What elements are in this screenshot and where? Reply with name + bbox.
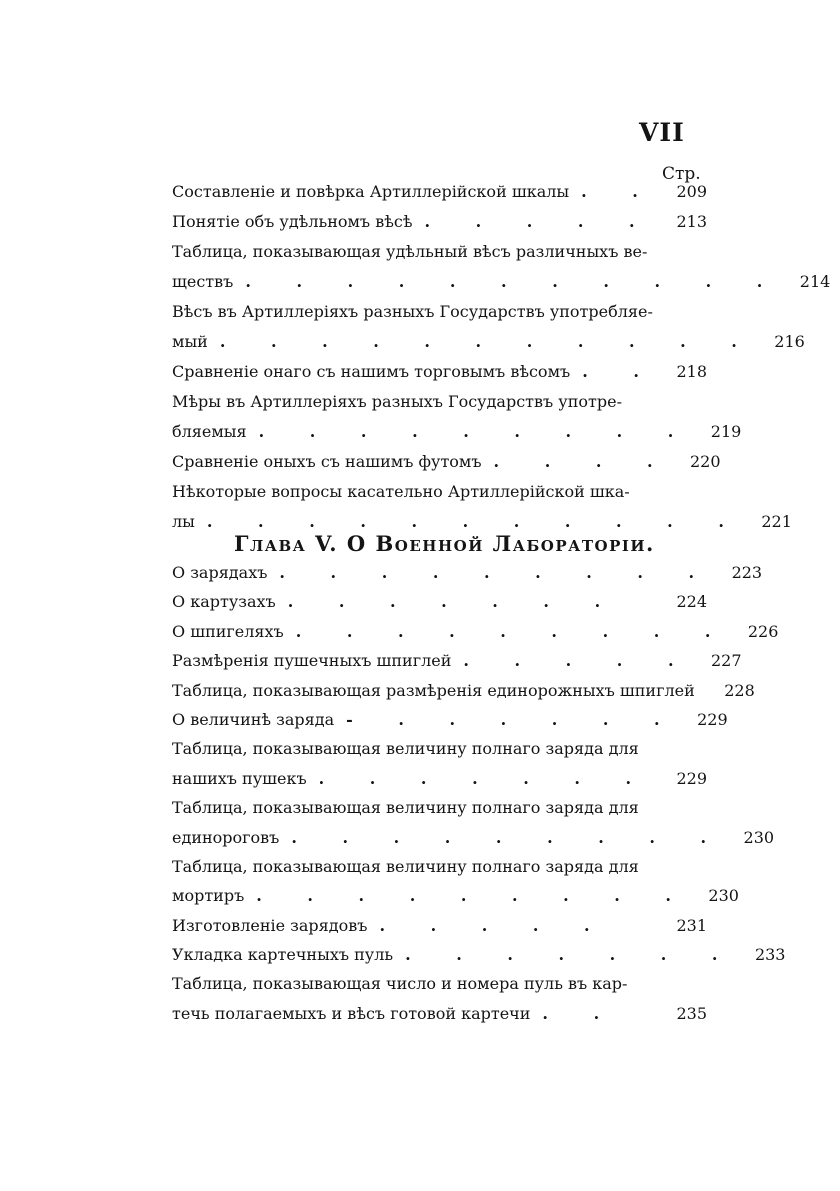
toc-entry-title: Укладка картечныхъ пуль — [172, 945, 394, 965]
toc-entry — [172, 592, 707, 621]
toc-entry — [172, 739, 707, 768]
toc-entry — [172, 769, 707, 798]
toc-entry-title: О величинѣ заряда — [172, 709, 335, 729]
toc-entry-title: Таблица, показывающая величину полнаго заряда для — [172, 798, 639, 818]
toc-entry-page-number: 230 — [743, 827, 775, 847]
toc-entry-title: Таблица, показывающая величину полнаго заряда для — [172, 739, 639, 759]
toc-entry — [172, 362, 707, 392]
toc-entry-page-number: 220 — [690, 452, 721, 471]
toc-entry-title: нашихъ пушекъ — [172, 768, 307, 788]
toc-entry — [172, 482, 707, 512]
toc-entry-leader-dots: . . . . . . . . . . . — [219, 332, 757, 351]
toc-entry-leader-dots: . . . . . — [379, 915, 610, 935]
toc-entry — [172, 621, 779, 651]
toc-entry-title: Вѣсъ въ Артиллеріяхъ разныхъ Государствъ употребляе- — [172, 302, 653, 321]
toc-entry — [172, 563, 763, 592]
toc-entry-leader-dots: . . — [582, 362, 659, 381]
toc-entry-title: Размѣренія пушечныхъ шпиглей — [172, 651, 452, 671]
toc-entry-leader-dots: . . . . . . . . . — [279, 563, 715, 582]
toc-entry — [172, 974, 707, 1003]
toc-entry-title: О шпигеляхъ — [172, 621, 284, 641]
toc-entry-title: О зарядахъ — [172, 563, 268, 582]
toc-entry — [172, 680, 755, 710]
toc-entry-page-number: 235 — [676, 1003, 707, 1023]
toc-entry-title: ществъ — [172, 272, 234, 291]
toc-entry-page-number: 233 — [754, 945, 786, 965]
toc-entry-page-number: 227 — [710, 651, 742, 671]
toc-entry-leader-dots: . . . . . . . — [318, 768, 652, 788]
toc-entry-leader-dots: . . . . . . . . . . . — [245, 272, 783, 291]
toc-entry — [172, 332, 805, 362]
toc-entry-page-number: 219 — [710, 422, 742, 441]
toc-entry-title: Понятіе объ удѣльномъ вѣсѣ — [172, 212, 413, 231]
toc-entry-title: бляемыя — [172, 422, 247, 441]
toc-section-1 — [172, 182, 831, 542]
toc-entry — [172, 452, 721, 482]
toc-entry-page-number: 209 — [676, 182, 707, 201]
toc-entry-page-number: 221 — [761, 512, 792, 531]
toc-entry — [172, 182, 707, 212]
chapter-title: Глава V. О Военной Лабораторіи. — [234, 531, 655, 556]
toc-entry-title: Нѣкоторые вопросы касательно Артиллерійской шка- — [172, 482, 630, 501]
toc-entry — [172, 886, 739, 915]
toc-entry-leader-dots: . . — [581, 182, 658, 201]
toc-entry-leader-dots: . . . . — [493, 452, 673, 471]
toc-entry-leader-dots: . . . . . — [424, 212, 655, 231]
toc-section-2 — [172, 563, 786, 1033]
toc-entry-leader-dots: . . . . . . . . . — [256, 886, 691, 906]
toc-entry-page-number: 213 — [676, 212, 707, 231]
toc-entry — [172, 827, 775, 857]
toc-entry-title: Изготовленіе зарядовъ — [172, 915, 368, 935]
toc-entry-leader-dots: . . . . . . . . . — [291, 827, 727, 847]
toc-entry-leader-dots: . . . . . — [463, 651, 694, 671]
toc-entry-page-number: 223 — [731, 563, 763, 582]
toc-entry — [172, 945, 786, 974]
toc-entry-title: Составленіе и повѣрка Артиллерійской шкалы — [172, 182, 570, 201]
toc-entry-title: мортиръ — [172, 886, 245, 906]
toc-entry-title: единороговъ — [172, 827, 280, 847]
toc-entry-page-number: 226 — [747, 621, 779, 641]
toc-entry-leader-dots: . . . . . . . — [405, 945, 738, 965]
toc-entry-leader-dots: . . . . . . . . . — [295, 621, 731, 641]
toc-entry-title: течь полагаемыхъ и вѣсъ готовой картечи — [172, 1003, 531, 1023]
toc-entry-page-number: 229 — [697, 709, 728, 729]
toc-entry-page-number: 216 — [774, 332, 805, 351]
toc-entry-page-number: 229 — [676, 768, 707, 788]
toc-entry-leader-dots: . . — [542, 1003, 620, 1023]
toc-entry-title: Сравненіе онаго съ нашимъ торговымъ вѣсомъ — [172, 362, 571, 381]
toc-entry — [172, 212, 707, 242]
toc-entry-title: Таблица, показывающая величину полнаго заряда для — [172, 856, 639, 876]
toc-entry — [172, 651, 742, 680]
toc-entry — [172, 392, 707, 422]
toc-entry — [172, 302, 707, 332]
toc-entry-page-number: 218 — [676, 362, 707, 381]
toc-entry-page-number: 228 — [724, 680, 755, 700]
toc-entry-title: Таблица, показывающая удѣльный вѣсъ различныхъ ве- — [172, 242, 648, 261]
toc-entry — [172, 709, 728, 739]
toc-entry — [172, 916, 707, 945]
toc-entry — [172, 857, 707, 886]
toc-entry — [172, 1004, 707, 1033]
toc-entry-title: Мѣры въ Артиллеріяхъ разныхъ Государствъ употре- — [172, 392, 622, 411]
toc-entry-page-number: 214 — [799, 272, 831, 291]
toc-entry-title: О картузахъ — [172, 592, 276, 612]
toc-entry — [172, 422, 742, 452]
toc-entry-leader-dots: - . . . . . . — [346, 709, 680, 729]
toc-entry-leader-dots: . . . . . . . — [287, 592, 621, 612]
toc-entry-title: Таблица, показывающая число и номера пуль въ кар- — [172, 974, 628, 994]
toc-entry — [172, 798, 707, 827]
toc-entry-leader-dots: . . . . . . . . . — [258, 422, 694, 441]
page-column-header: Стр. — [662, 164, 701, 184]
toc-entry-page-number: 230 — [708, 886, 739, 906]
toc-entry-leader-dots: . . . . . . . . . . . — [206, 512, 744, 531]
toc-entry-title: Сравненіе оныхъ съ нашимъ футомъ — [172, 452, 482, 471]
toc-entry — [172, 272, 831, 302]
toc-entry-title: лы — [172, 512, 195, 531]
toc-entry-title: мый — [172, 332, 208, 351]
toc-entry — [172, 242, 707, 272]
toc-entry-page-number: 224 — [676, 592, 707, 612]
toc-entry-title: Таблица, показывающая размѣренія единорожныхъ шпиглей — [172, 680, 695, 700]
toc-entry-page-number: 231 — [676, 915, 707, 935]
page-number: VII — [639, 118, 685, 147]
